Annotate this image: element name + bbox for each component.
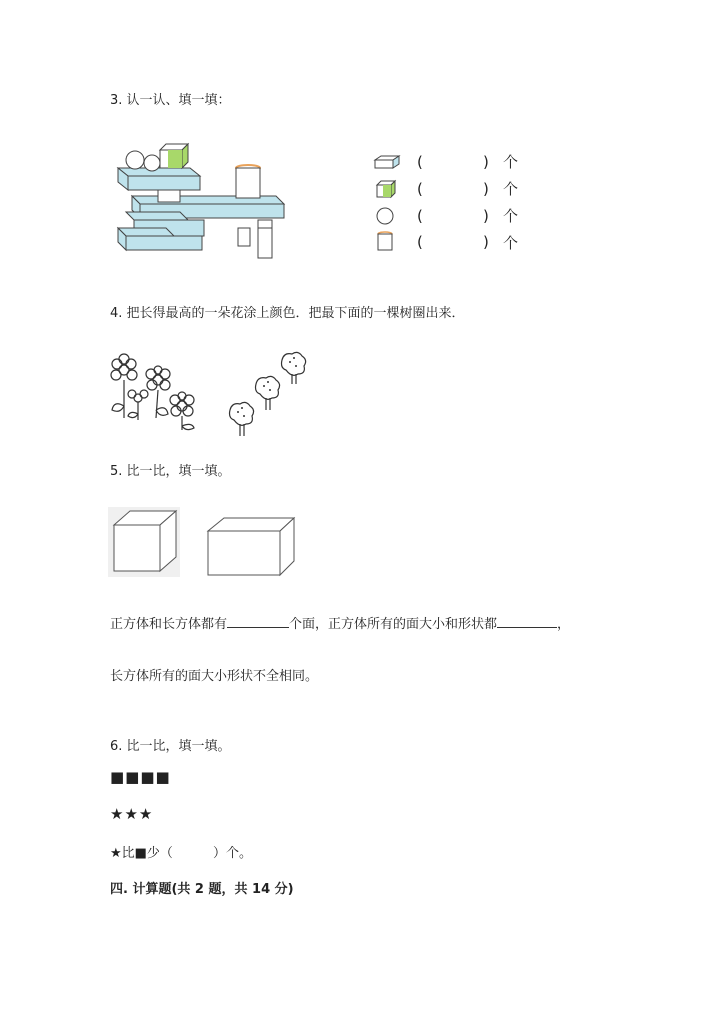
paren-open: ( bbox=[417, 233, 423, 251]
q5-title: 5. 比一比，填一填。 bbox=[110, 464, 231, 479]
cube-icon bbox=[373, 179, 401, 199]
q6-compare-a: ★比■少（ bbox=[110, 846, 173, 861]
cylinder-icon bbox=[373, 230, 401, 254]
q3-row-cube bbox=[373, 178, 518, 199]
q5-sentence-2: 长方体所有的面大小形状不全相同。 bbox=[110, 669, 319, 684]
q5-text-c: ， bbox=[557, 617, 571, 632]
paren-open: ( bbox=[417, 179, 423, 198]
squares-row: ■■■■ bbox=[110, 768, 171, 786]
q4-title: 4. 把长得最高的一朵花涂上颜色．把最下面的一棵树圈出来． bbox=[110, 306, 465, 321]
q3-row-cuboid bbox=[373, 151, 518, 172]
unit-label: 个 bbox=[503, 233, 519, 252]
unit-label: 个 bbox=[503, 153, 519, 171]
cuboid-figure bbox=[205, 515, 297, 579]
q6-compare bbox=[110, 842, 252, 861]
building-blocks-figure bbox=[112, 140, 288, 262]
q5-text-b: 个面，正方体所有的面大小和形状都 bbox=[289, 617, 498, 632]
q5-sentence-1 bbox=[110, 613, 570, 632]
paren-close: ) bbox=[483, 206, 489, 225]
cuboid-icon bbox=[373, 154, 401, 170]
flowers-figure bbox=[108, 348, 200, 432]
q3-title: 3. 认一认、填一填： bbox=[110, 93, 231, 108]
q3-row-cylinder bbox=[373, 230, 518, 254]
paren-open: ( bbox=[417, 206, 423, 225]
sphere-icon bbox=[373, 206, 401, 226]
unit-label: 个 bbox=[503, 207, 519, 225]
q5-text-a: 正方体和长方体都有 bbox=[110, 617, 228, 632]
q3-row-sphere bbox=[373, 205, 518, 226]
cube-figure bbox=[108, 507, 180, 577]
q6-compare-b: ）个。 bbox=[212, 846, 252, 861]
unit-label: 个 bbox=[503, 180, 519, 198]
paren-close: ) bbox=[483, 179, 489, 198]
answer-blank-faces[interactable] bbox=[227, 615, 289, 628]
paren-close: ) bbox=[483, 152, 489, 171]
section4-title: 四. 计算题(共 2 题，共 14 分) bbox=[110, 882, 294, 897]
stars-row: ★★★ bbox=[110, 805, 154, 823]
paren-open: ( bbox=[417, 152, 423, 171]
paren-close: ) bbox=[483, 233, 489, 251]
answer-blank-same[interactable] bbox=[497, 615, 557, 628]
q6-title: 6. 比一比，填一填。 bbox=[110, 739, 231, 754]
trees-figure bbox=[228, 348, 310, 440]
